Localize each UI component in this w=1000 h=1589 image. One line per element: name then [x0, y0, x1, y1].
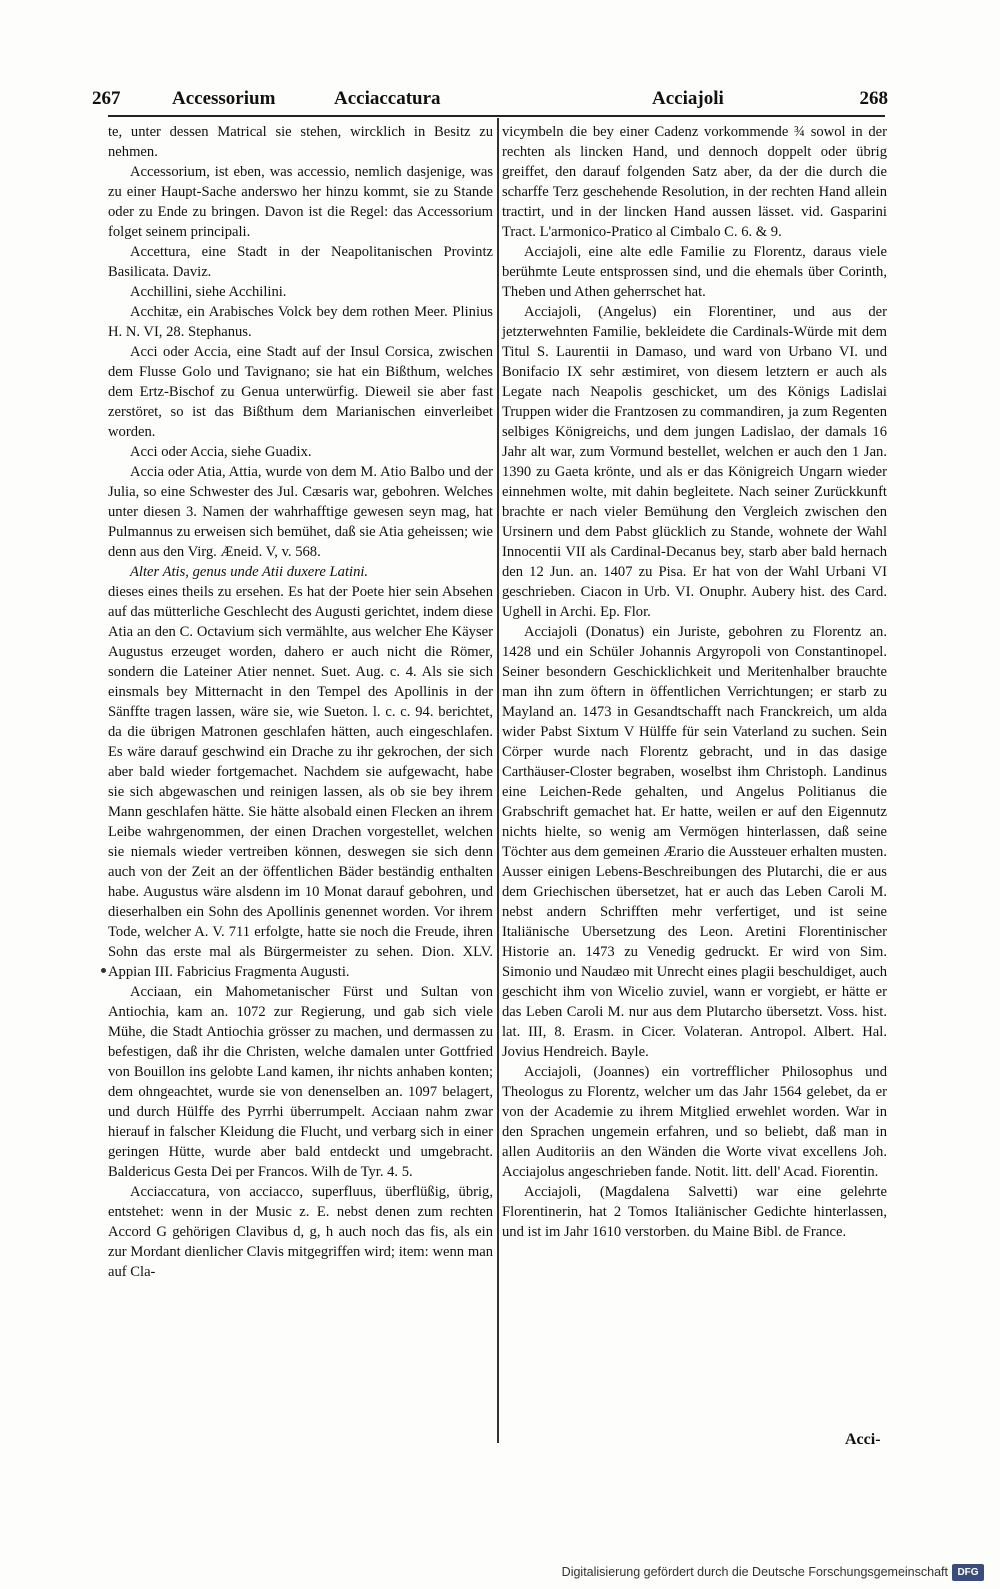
continued-text: vicymbeln die bey einer Cadenz vorkommende ¾ sowol in der rechten als lincken Hand, und dennoch doppelt oder übrig greiffet, den darauf folgenden Satz aber, da der die durch die scharffe Terz geschehende Resolution, in der rechten Hand allein tractirt, und in der lincken Hand aussen lässet. vid. Gasparini Tract. L'armonico-Pratico al Cimbalo C. 6. & 9. [502, 124, 887, 240]
lexicon-entry: Accia oder Atia, Attia, wurde von dem M. Atio Balbo und der Julia, so eine Schwester des Jul. Cæsaris war, gebohren. Welches unter diesen 3. Namen der wahrhafftige gewesen seyn mag, hat Pulmannus zu erweisen sich bemühet, daß sie Atia geheissen; wie denn aus den Virg. Æneid. V, v. 568. [108, 464, 493, 560]
column-divider [497, 118, 499, 1443]
lexicon-entry: Acciaccatura, von acciacco, superfluus, überflüßig, übrig, entstehet: wenn in der Music z. E. nebst denen zum rechten Accord G gehörigen Clavibus d, g, h auch noch das fis, als ein zur Mordant dienlicher Clavis mitgegriffen wird; item: wenn man auf Cla- [108, 1184, 493, 1280]
dfg-logo: DFG [952, 1564, 984, 1581]
left-running-head-2: Acciaccatura [334, 88, 441, 109]
left-column [108, 122, 493, 1282]
right-running-head: Acciajoli [652, 88, 724, 109]
lexicon-entry: Acciajoli, (Angelus) ein Florentiner, und aus der jetzterwehnten Familie, bekleidete die Cardinals-Würde mit dem Titul S. Laurentii in Damaso, und ward von Urbano VI. und Bonifacio IX sehr æstimiret, von diesem letztern er auch als Legate nach Neapolis geschicket, um des Königs Ladislai Truppen wider die Frantzosen zu commandiren, ja zum Regenten selbiges Königreichs, und dem jungen Ladislao, der damals 16 Jahr alt war, zum Vormund bestellet, welchen er auch den 1 Jan. 1390 zu Gaeta krönte, und als er das Königreich Ungarn wieder einnehmen wolte, mit dahin begleitete. Nach seiner Zurückkunft brachte er nach vieler Bemühung den Vergleich zwischen den Ursinern und dem Pabst glücklich zu Stande, wohnete der Wahl Innocentii VII als Cardinal-Decanus bey, starb aber bald hernach den 12 Jun. an. 1407 zu Pisa. Er hat von der Wahl Urbani VI geschrieben. Ciacon in Urb. VI. Onuphr. Aubery hist. des Card. Ughell in Archi. Ep. Flor. [502, 304, 887, 620]
header-rule [108, 115, 885, 117]
catchword: Acci- [845, 1431, 881, 1448]
left-page-number: 267 [92, 88, 121, 109]
lexicon-entry: Acchitæ, ein Arabisches Volck bey dem rothen Meer. Plinius H. N. VI, 28. Stephanus. [108, 304, 493, 340]
lexicon-entry: Acciajoli, eine alte edle Familie zu Florentz, daraus viele berühmte Leute entsprossen sind, und die ehemals über Corinth, Theben und Athen geherrschet hat. [502, 244, 887, 300]
footer-funding-text: Digitalisierung gefördert durch die Deutsche Forschungsgemeinschaft [561, 1565, 948, 1579]
continued-text: te, unter dessen Matrical sie stehen, wircklich in Besitz zu nehmen. [108, 124, 493, 160]
lexicon-entry: Acciaan, ein Mahometanischer Fürst und Sultan von Antiochia, kam an. 1072 zur Regierung, und gab sich viele Mühe, die Stadt Antiochia grösser zu machen, und dermassen zu befestigen, daß ihr die Christen, welche damalen unter Gottfried von Bouillon ins gelobte Land kamen, ihr nichts anhaben konten; dem ohngeachtet, wurde sie von denenselben an. 1097 belagert, und durch Hülffe des Pyrrhi überrumpelt. Acciaan nahm zwar hierauf in falscher Kleidung die Flucht, und verbarg sich in einer geringen Hütte, wurde aber bald entdeckt und umgebracht. Baldericus Gesta Dei per Francos. Wilh de Tyr. 4. 5. [108, 984, 493, 1180]
lexicon-entry: Acciajoli, (Joannes) ein vortrefflicher Philosophus und Theologus zu Florentz, welcher um das Jahr 1564 gelebet, da er von der Academie zu ihrem Mitglied erwehlet worden. War in den Sprachen ungemein erfahren, und so beliebt, daß man in allen Auditoriis an den Wänden die Worte vivat excellens Joh. Acciajolus angeschrieben fande. Notit. litt. dell' Acad. Fiorentin. [502, 1064, 887, 1180]
lexicon-entry: Accettura, eine Stadt in der Neapolitanischen Provintz Basilicata. Daviz. [108, 244, 493, 280]
lexicon-entry: Acchillini, siehe Acchilini. [130, 284, 287, 300]
right-column [502, 122, 887, 1242]
lexicon-entry: Acciajoli (Donatus) ein Juriste, gebohren zu Florentz an. 1428 und ein Schüler Johannis Argyropoli von Constantinopel. Seiner besondern Geschicklichkeit und Meritenhalber brauchte man ihn zum öftern in öffentlichen Verrichtungen; er starb zu Mayland an. 1473 in Gesandtschafft nach Franckreich, um alda wider Pabst Sixtum V Hülffe für sein Vaterland zu suchen. Sein Cörper wurde nach Florentz gebracht, und in das dasige Carthäuser-Closter begraben, woselbst ihm Christoph. Landinus eine Leichen-Rede gehalten, und Angelus Politianus die Grabschrift gemachet hat. Er hatte, weilen er auf den Eigennutz nichts hielte, so wenig am Vermögen hinterlassen, daß seine Töchter aus dem gemeinen Ærario die Aussteuer erhalten musten. Ausser einigen Lebens-Beschreibungen des Plutarchi, die er aus dem Griechischen übersetzet, hat er auch das Leben Caroli M. nebst andern Schrifften mehr verfertiget, und ist seine Italiänische Ubersetzung des Leon. Aretini Florentinischer Historie an. 1473 zu Venedig gedruckt. Er wird von Sim. Simonio und Naudæo mit Unrecht eines plagii beschuldiget, auch geschicht ihm von Wicelio zuviel, wann er vorgiebt, er hätte er das Leben Caroli M. nur aus dem Plutarcho übersetzt. Voss. hist. lat. III, 8. Erasm. in Cicer. Volateran. Antropol. Albert. Hal. Jovius Hendreich. Bayle. [502, 624, 887, 1060]
continued-text: dieses eines theils zu ersehen. Es hat der Poete hier sein Absehen auf das mütterliche Geschlecht des Augusti gerichtet, indem diese Atia an den C. Octavium sich vermählte, aus welcher Ehe Käyser Augustus erzeuget worden, dahero er auch nicht die Römer, sondern die Lateiner Atier nennet. Suet. Aug. c. 4. Als sie sich einsmals bey Mitternacht in den Tempel des Apollinis in der Sänffte tragen lassen, wäre sie, wie Sueton. l. c. c. 94. berichtet, da die übrigen Matronen geschlafen hätten, auch eingeschlafen. Es wäre darauf geschwind ein Drache zu ihr gekrochen, der sich aber bald wieder fortgemachet. Nachdem sie aufgewacht, habe sie sich abgewaschen und reinigen lassen, als ob sie bey ihrem Mann geschlafen hätte. Sie hätte alsobald einen Flecken an ihrem Leibe wahrgenommen, der einen Drachen vorgestellet, welchen sie niemals wieder vertreiben können, deswegen sie sich denn auch von der Zeit an der öffentlichen Bäder beständig enthalten habe. Augustus wäre alsdenn im 10 Monat darauf gebohren, und dieserhalben ein Sohn des Apollinis genennet worden. Vor ihrem Tode, welcher A. V. 711 erfolgte, hatte sie noch die Freude, ihren Sohn das erste mal als Bürgermeister zu sehen. Dion. XLV. Appian III. Fabricius Fragmenta Augusti. [108, 584, 493, 980]
lexicon-entry: Accessorium, ist eben, was accessio, nemlich dasjenige, was zu einer Haupt-Sache anderswo her hinzu kommt, sie zu Stande oder zu Ende zu bringen. Davon ist die Regel: das Accessorium folget seinem principali. [108, 164, 493, 240]
footer [0, 1560, 1000, 1589]
lexicon-entry: Acci oder Accia, siehe Guadix. [130, 444, 312, 460]
right-page-number: 268 [859, 88, 888, 109]
lexicon-entry: Acciajoli, (Magdalena Salvetti) war eine gelehrte Florentinerin, hat 2 Tomos Italiänischer Gedichte hinterlassen, und ist im Jahr 1610 verstorben. du Maine Bibl. de France. [502, 1184, 887, 1240]
verse-quote: Alter Atis, genus unde Atii duxere Latini. [130, 564, 369, 580]
margin-mark [101, 968, 106, 973]
lexicon-entry: Acci oder Accia, eine Stadt auf der Insul Corsica, zwischen dem Flusse Golo und Tavignano; sie hat ein Bißthum, welches dem Ertz-Bischof zu Genua unterwürfig. Dieweil sie aber fast zerstöret, so ist das Bißthum dem Marianischen einverleibet worden. [108, 344, 493, 440]
left-running-head-1: Accessorium [172, 88, 276, 109]
page-header [92, 88, 888, 114]
